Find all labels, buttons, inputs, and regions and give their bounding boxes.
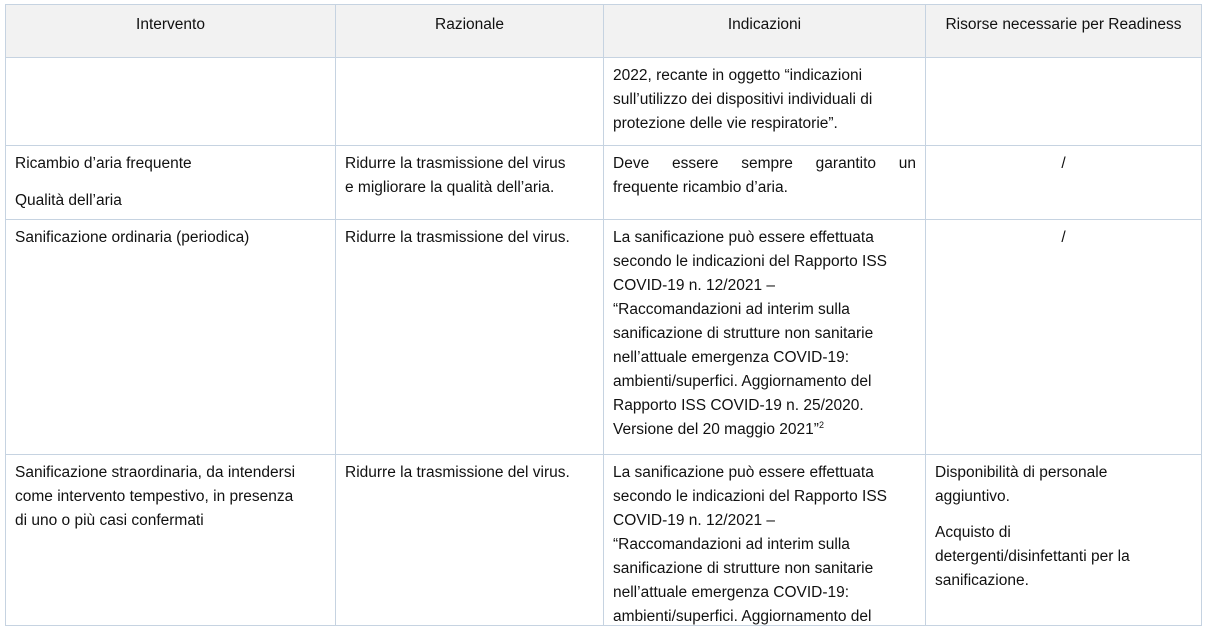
cell-indicazioni [604, 455, 926, 625]
cell-intervento [6, 455, 336, 625]
text-line [613, 418, 916, 442]
text-line: ambienti/superfici. Aggiornamento del [613, 373, 872, 390]
text-line: Deve essere sempre garantito un [613, 155, 916, 172]
table-header-row [6, 5, 1201, 58]
text-line: Ridurre la trasmissione del virus [345, 155, 566, 172]
cell-razionale [336, 455, 604, 625]
text-line: Acquisto di [935, 524, 1011, 541]
header-razionale: Razionale [336, 5, 604, 57]
cell-indicazioni [604, 58, 926, 145]
text-line: “Raccomandazioni ad interim sulla [613, 301, 850, 318]
text-line: secondo le indicazioni del Rapporto ISS [613, 253, 888, 270]
text-line: Ricambio d’aria frequente [15, 155, 192, 172]
header-indicazioni: Indicazioni [604, 5, 926, 57]
cell-risorse: / [1061, 229, 1066, 246]
cell-indicazioni [604, 146, 926, 219]
table-row [6, 455, 1201, 625]
cell-razionale [336, 58, 604, 145]
text-line: protezione delle vie respiratorie”. [613, 115, 838, 132]
text-line: frequente ricambio d’aria. [613, 179, 788, 196]
cell-intervento [6, 146, 336, 219]
text-line: aggiuntivo. [935, 488, 1010, 505]
text-line: secondo le indicazioni del Rapporto ISS [613, 488, 888, 505]
text-line: Disponibilità di personale [935, 464, 1108, 481]
text-line: 2022, recante in oggetto “indicazioni [613, 67, 863, 84]
text-line: Ridurre la trasmissione del virus. [345, 464, 570, 481]
text-line: Sanificazione ordinaria (periodica) [15, 229, 250, 246]
text-line: Ridurre la trasmissione del virus. [345, 229, 570, 246]
text-span: Versione del 20 maggio 2021” [613, 421, 819, 438]
text-line: “Raccomandazioni ad interim sulla [613, 536, 850, 553]
text-line: COVID-19 n. 12/2021 – [613, 512, 775, 529]
cell-risorse: / [1061, 155, 1066, 172]
text-line: ambienti/superfici. Aggiornamento del [613, 608, 872, 625]
table-row [6, 220, 1201, 455]
text-line: come intervento tempestivo, in presenza [15, 488, 294, 505]
cell-risorse [926, 455, 1201, 625]
header-intervento: Intervento [6, 5, 336, 57]
footnote-ref: 2 [818, 419, 824, 430]
text-line: di uno o più casi confermati [15, 512, 204, 529]
text-line: sanificazione di strutture non sanitarie [613, 560, 874, 577]
cell-razionale [336, 146, 604, 219]
cell-intervento [6, 220, 336, 454]
cell-razionale [336, 220, 604, 454]
text-line: Rapporto ISS COVID-19 n. 25/2020. [613, 397, 864, 414]
text-line: nell’attuale emergenza COVID-19: [613, 349, 850, 366]
header-risorse: Risorse necessarie per Readiness [945, 16, 1182, 33]
text-line: e migliorare la qualità dell’aria. [345, 179, 555, 196]
text-line: Sanificazione straordinaria, da intendersi [15, 464, 296, 481]
text-line: COVID-19 n. 12/2021 – [613, 277, 775, 294]
table-row [6, 146, 1201, 220]
text-line: nell’attuale emergenza COVID-19: [613, 584, 850, 601]
text-line: sanificazione. [935, 572, 1029, 589]
text-line: sull’utilizzo dei dispositivi individuali di [613, 91, 873, 108]
cell-indicazioni [604, 220, 926, 454]
measures-table [5, 4, 1202, 626]
text-line: Qualità dell’aria [15, 192, 122, 209]
cell-risorse [926, 58, 1201, 145]
text-line: La sanificazione può essere effettuata [613, 464, 874, 481]
text-line: detergenti/disinfettanti per la [935, 548, 1130, 565]
text-line: La sanificazione può essere effettuata [613, 229, 874, 246]
text-line: sanificazione di strutture non sanitarie [613, 325, 874, 342]
cell-intervento [6, 58, 336, 145]
table-row [6, 58, 1201, 146]
